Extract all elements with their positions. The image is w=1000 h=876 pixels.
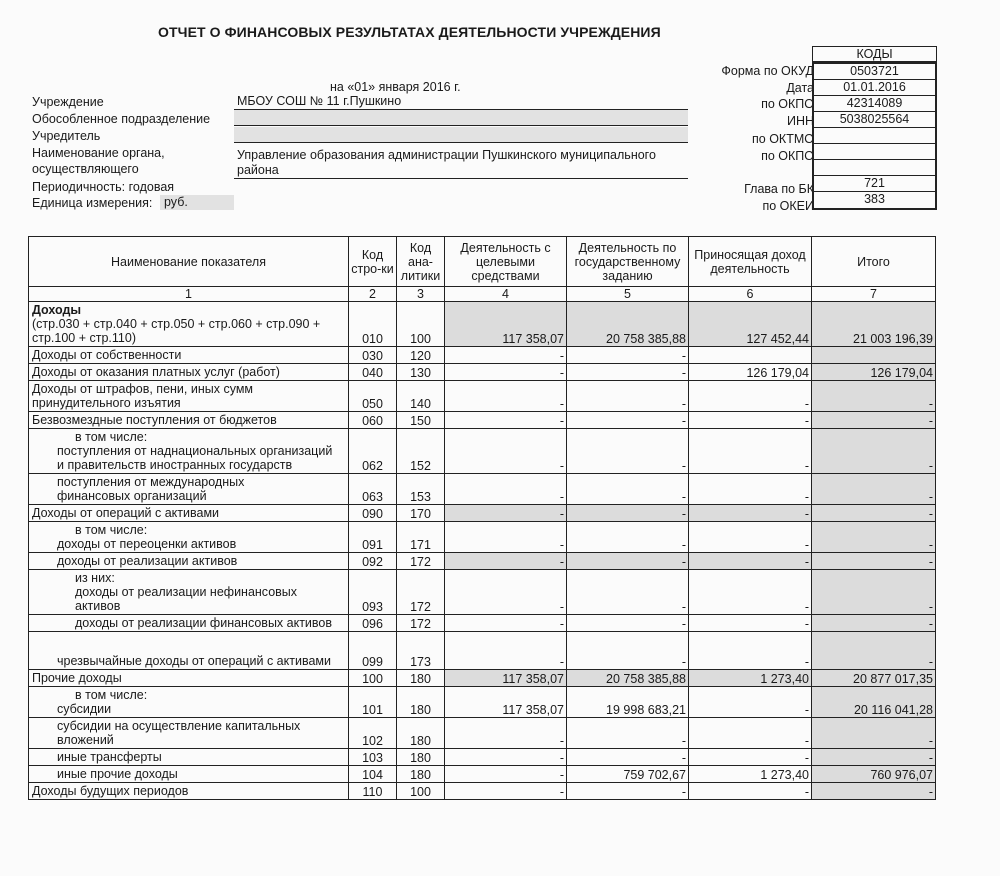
row-analytics-code: 171: [397, 522, 445, 553]
row-name-line: активов: [75, 599, 121, 613]
row-value-total: -: [812, 381, 936, 412]
code-date: 01.01.2016: [814, 80, 935, 96]
row-name: [29, 302, 349, 347]
row-name: Прочие доходы: [29, 670, 349, 687]
col-header-line: Код стро-ки: [349, 237, 397, 287]
row-analytics-code: 100: [397, 783, 445, 800]
row-value-total: 20 877 017,35: [812, 670, 936, 687]
row-analytics-code: 153: [397, 474, 445, 505]
table-row: [29, 783, 936, 800]
table-row: [29, 364, 936, 381]
row-value-state-task: -: [567, 615, 689, 632]
row-analytics-code: 172: [397, 570, 445, 615]
row-value-total: 20 116 041,28: [812, 687, 936, 718]
row-line-code: 063: [349, 474, 397, 505]
col-header-total: Итого: [812, 237, 936, 287]
row-value-total: -: [812, 474, 936, 505]
col-number: 2: [349, 287, 397, 302]
row-value-state-task: -: [567, 749, 689, 766]
row-name: [29, 429, 349, 474]
row-value-targeted: -: [445, 505, 567, 522]
unit-label: Единица измерения:: [32, 196, 153, 210]
row-name-line: в том числе:: [75, 523, 148, 537]
row-value-targeted: -: [445, 553, 567, 570]
row-name: чрезвычайные доходы от операций с активами: [29, 632, 349, 670]
row-analytics-code: 140: [397, 381, 445, 412]
row-name: доходы от реализации активов: [29, 553, 349, 570]
row-line-code: 099: [349, 632, 397, 670]
row-analytics-code: 180: [397, 687, 445, 718]
code-okpo: 42314089: [814, 96, 935, 112]
table-row: [29, 718, 936, 749]
row-name: [29, 718, 349, 749]
row-name-line: принудительного изъятия: [32, 396, 181, 410]
row-value-state-task: -: [567, 364, 689, 381]
row-name-line: финансовых организаций: [57, 489, 207, 503]
codes-label-inn: ИНН: [786, 114, 814, 128]
table-row: [29, 553, 936, 570]
codes-label-bk: Глава по БК: [744, 182, 814, 196]
row-value-targeted: -: [445, 381, 567, 412]
row-name: [29, 522, 349, 553]
row-name-line: поступления от международных: [57, 475, 245, 489]
row-value-total: -: [812, 522, 936, 553]
col-number: 3: [397, 287, 445, 302]
row-analytics-code: 172: [397, 615, 445, 632]
row-name-line: субсидии на осуществление капитальных: [57, 719, 301, 733]
row-value-state-task: -: [567, 570, 689, 615]
table-row: [29, 570, 936, 615]
code-empty: [814, 160, 935, 176]
row-analytics-code: 170: [397, 505, 445, 522]
row-line-code: 103: [349, 749, 397, 766]
row-value-targeted: -: [445, 718, 567, 749]
row-name-line: вложений: [57, 733, 114, 747]
col-number: 7: [812, 287, 936, 302]
row-line-code: 030: [349, 347, 397, 364]
row-value-targeted: -: [445, 474, 567, 505]
code-inn: 5038025564: [814, 112, 935, 128]
row-value-income: -: [689, 429, 812, 474]
row-value-targeted: -: [445, 632, 567, 670]
row-name-line: доходы от реализации нефинансовых: [75, 585, 298, 599]
row-name: Доходы от оказания платных услуг (работ): [29, 364, 349, 381]
report-date: на «01» января 2016 г.: [330, 80, 461, 94]
col-number: 4: [445, 287, 567, 302]
unit-value: руб.: [160, 195, 234, 210]
row-line-code: 110: [349, 783, 397, 800]
row-line-code: 101: [349, 687, 397, 718]
col-header-name: Наименование показателя: [29, 237, 349, 287]
row-value-targeted: -: [445, 347, 567, 364]
row-analytics-code: 180: [397, 749, 445, 766]
table-row: [29, 381, 936, 412]
row-value-targeted: -: [445, 783, 567, 800]
code-bk: 721: [814, 176, 935, 192]
table-row: [29, 412, 936, 429]
row-line-code: 060: [349, 412, 397, 429]
founder-value: [234, 127, 688, 143]
institution-value: МБОУ СОШ № 11 г.Пушкино: [234, 94, 688, 110]
codes-values: [812, 62, 937, 210]
table-row: [29, 429, 936, 474]
row-analytics-code: 173: [397, 632, 445, 670]
row-value-total: -: [812, 615, 936, 632]
organ-label-1: Наименование органа,: [32, 146, 165, 160]
row-line-code: 062: [349, 429, 397, 474]
row-line-code: 100: [349, 670, 397, 687]
row-value-state-task: 759 702,67: [567, 766, 689, 783]
row-line-code: 104: [349, 766, 397, 783]
row-name-line: (стр.030 + стр.040 + стр.050 + стр.060 + стр.090 +: [32, 317, 321, 331]
row-value-targeted: -: [445, 522, 567, 553]
row-value-state-task: -: [567, 553, 689, 570]
col-header-income-generating: Приносящая доход деятельность: [689, 237, 812, 287]
row-value-income: -: [689, 615, 812, 632]
row-value-state-task: 20 758 385,88: [567, 670, 689, 687]
row-value-income: -: [689, 718, 812, 749]
row-value-total: -: [812, 749, 936, 766]
row-value-total: 760 976,07: [812, 766, 936, 783]
row-value-income: -: [689, 687, 812, 718]
row-value-targeted: -: [445, 570, 567, 615]
row-name-line: Доходы от штрафов, пени, иных сумм: [32, 382, 254, 396]
row-name: доходы от реализации финансовых активов: [29, 615, 349, 632]
row-value-income: [689, 347, 812, 364]
codes-label-okpo-2: по ОКПО: [761, 149, 814, 163]
row-value-income: -: [689, 505, 812, 522]
row-name: [29, 687, 349, 718]
row-value-state-task: 19 998 683,21: [567, 687, 689, 718]
row-value-state-task: -: [567, 505, 689, 522]
row-name-line: и правительств иностранных государств: [57, 458, 293, 472]
row-value-targeted: 117 358,07: [445, 687, 567, 718]
row-value-income: 127 452,44: [689, 302, 812, 347]
periodicity: Периодичность: годовая: [32, 180, 175, 194]
row-value-total: 126 179,04: [812, 364, 936, 381]
row-analytics-code: 152: [397, 429, 445, 474]
table-row: [29, 670, 936, 687]
row-value-state-task: -: [567, 718, 689, 749]
table-row: [29, 687, 936, 718]
row-value-state-task: -: [567, 522, 689, 553]
row-line-code: 091: [349, 522, 397, 553]
row-value-targeted: 117 358,07: [445, 302, 567, 347]
row-value-targeted: -: [445, 429, 567, 474]
table-row: [29, 615, 936, 632]
row-value-state-task: -: [567, 412, 689, 429]
row-name: Доходы будущих периодов: [29, 783, 349, 800]
row-value-state-task: -: [567, 381, 689, 412]
row-analytics-code: 180: [397, 766, 445, 783]
row-value-income: 126 179,04: [689, 364, 812, 381]
row-name: иные трансферты: [29, 749, 349, 766]
row-line-code: 093: [349, 570, 397, 615]
row-value-targeted: -: [445, 364, 567, 381]
row-value-state-task: -: [567, 632, 689, 670]
codes-label-oktmo: по ОКТМО: [752, 132, 814, 146]
row-value-income: 1 273,40: [689, 670, 812, 687]
row-name: Безвозмездные поступления от бюджетов: [29, 412, 349, 429]
row-name: Доходы от собственности: [29, 347, 349, 364]
row-value-targeted: 117 358,07: [445, 670, 567, 687]
row-value-income: -: [689, 749, 812, 766]
row-line-code: 040: [349, 364, 397, 381]
row-line-code: 102: [349, 718, 397, 749]
row-value-income: -: [689, 570, 812, 615]
table-row: [29, 347, 936, 364]
row-value-total: -: [812, 553, 936, 570]
row-analytics-code: 180: [397, 718, 445, 749]
code-okei: 383: [864, 192, 885, 206]
organ-value-2: района: [234, 163, 688, 179]
codes-label-okud: Форма по ОКУД: [721, 64, 814, 78]
code-okpo-2: [814, 144, 935, 160]
subdivision-label: Обособленное подразделение: [32, 112, 211, 126]
row-value-income: 1 273,40: [689, 766, 812, 783]
col-number: 6: [689, 287, 812, 302]
codes-box: [812, 46, 937, 210]
organ-value-1: Управление образования администрации Пушкинского муниципального: [237, 148, 656, 162]
row-analytics-code: 180: [397, 670, 445, 687]
organ-label-2: осуществляющего: [32, 162, 139, 176]
row-name-line: Доходы: [32, 303, 82, 317]
row-name-line: в том числе:: [75, 688, 148, 702]
row-value-state-task: -: [567, 347, 689, 364]
row-value-income: -: [689, 474, 812, 505]
row-value-state-task: -: [567, 783, 689, 800]
codes-label-okpo: по ОКПО: [761, 97, 814, 111]
code-okud: 0503721: [814, 64, 935, 80]
table-row: [29, 632, 936, 670]
row-line-code: 092: [349, 553, 397, 570]
codes-label-okei: по ОКЕИ: [762, 199, 814, 213]
row-line-code: 096: [349, 615, 397, 632]
row-name-line: доходы от переоценки активов: [57, 537, 237, 551]
table-row: [29, 474, 936, 505]
table-row: [29, 505, 936, 522]
row-value-total: -: [812, 429, 936, 474]
table-row: [29, 522, 936, 553]
col-header-targeted: Деятельность с целевыми средствами: [445, 237, 567, 287]
report-title: ОТЧЕТ О ФИНАНСОВЫХ РЕЗУЛЬТАТАХ ДЕЯТЕЛЬНОСТИ УЧРЕЖДЕНИЯ: [158, 24, 661, 40]
row-name-line: поступления от наднациональных организаций: [57, 444, 333, 458]
row-value-total: -: [812, 505, 936, 522]
row-name-line: субсидии: [57, 702, 112, 716]
row-name-line: стр.100 + стр.110): [32, 331, 136, 345]
row-value-total: -: [812, 632, 936, 670]
row-name: [29, 381, 349, 412]
row-name: Доходы от операций с активами: [29, 505, 349, 522]
income-table: [28, 236, 936, 800]
founder-label: Учредитель: [32, 129, 101, 143]
row-value-income: -: [689, 522, 812, 553]
row-value-total: -: [812, 718, 936, 749]
row-value-targeted: -: [445, 766, 567, 783]
row-analytics-code: 100: [397, 302, 445, 347]
row-value-total: -: [812, 412, 936, 429]
code-oktmo: [814, 128, 935, 144]
row-value-targeted: -: [445, 615, 567, 632]
row-name-line: в том числе:: [75, 430, 148, 444]
row-value-state-task: 20 758 385,88: [567, 302, 689, 347]
row-analytics-code: 130: [397, 364, 445, 381]
row-name-line: из них:: [75, 571, 115, 585]
table-row: [29, 766, 936, 783]
row-value-state-task: -: [567, 429, 689, 474]
row-name: иные прочие доходы: [29, 766, 349, 783]
row-value-income: -: [689, 381, 812, 412]
row-name: [29, 570, 349, 615]
col-header-analytics: Код ана-литики: [397, 237, 445, 287]
row-value-total: 21 003 196,39: [812, 302, 936, 347]
row-value-income: -: [689, 412, 812, 429]
row-value-total: [812, 347, 936, 364]
row-value-income: -: [689, 553, 812, 570]
row-analytics-code: 172: [397, 553, 445, 570]
row-line-code: 050: [349, 381, 397, 412]
row-value-targeted: -: [445, 749, 567, 766]
row-value-income: -: [689, 783, 812, 800]
table-row: [29, 749, 936, 766]
row-value-targeted: -: [445, 412, 567, 429]
row-value-state-task: -: [567, 474, 689, 505]
row-analytics-code: 120: [397, 347, 445, 364]
row-line-code: 010: [349, 302, 397, 347]
row-name: [29, 474, 349, 505]
col-number: 1: [29, 287, 349, 302]
col-number: 5: [567, 287, 689, 302]
codes-label-date: Дата: [786, 81, 814, 95]
row-value-total: -: [812, 783, 936, 800]
subdivision-value: [234, 110, 688, 126]
row-value-income: -: [689, 632, 812, 670]
row-value-total: -: [812, 570, 936, 615]
row-analytics-code: 150: [397, 412, 445, 429]
institution-label: Учреждение: [32, 95, 104, 109]
row-line-code: 090: [349, 505, 397, 522]
col-header-state-task: Деятельность по государственному заданию: [567, 237, 689, 287]
table-row: [29, 302, 936, 347]
codes-header: КОДЫ: [812, 46, 937, 62]
